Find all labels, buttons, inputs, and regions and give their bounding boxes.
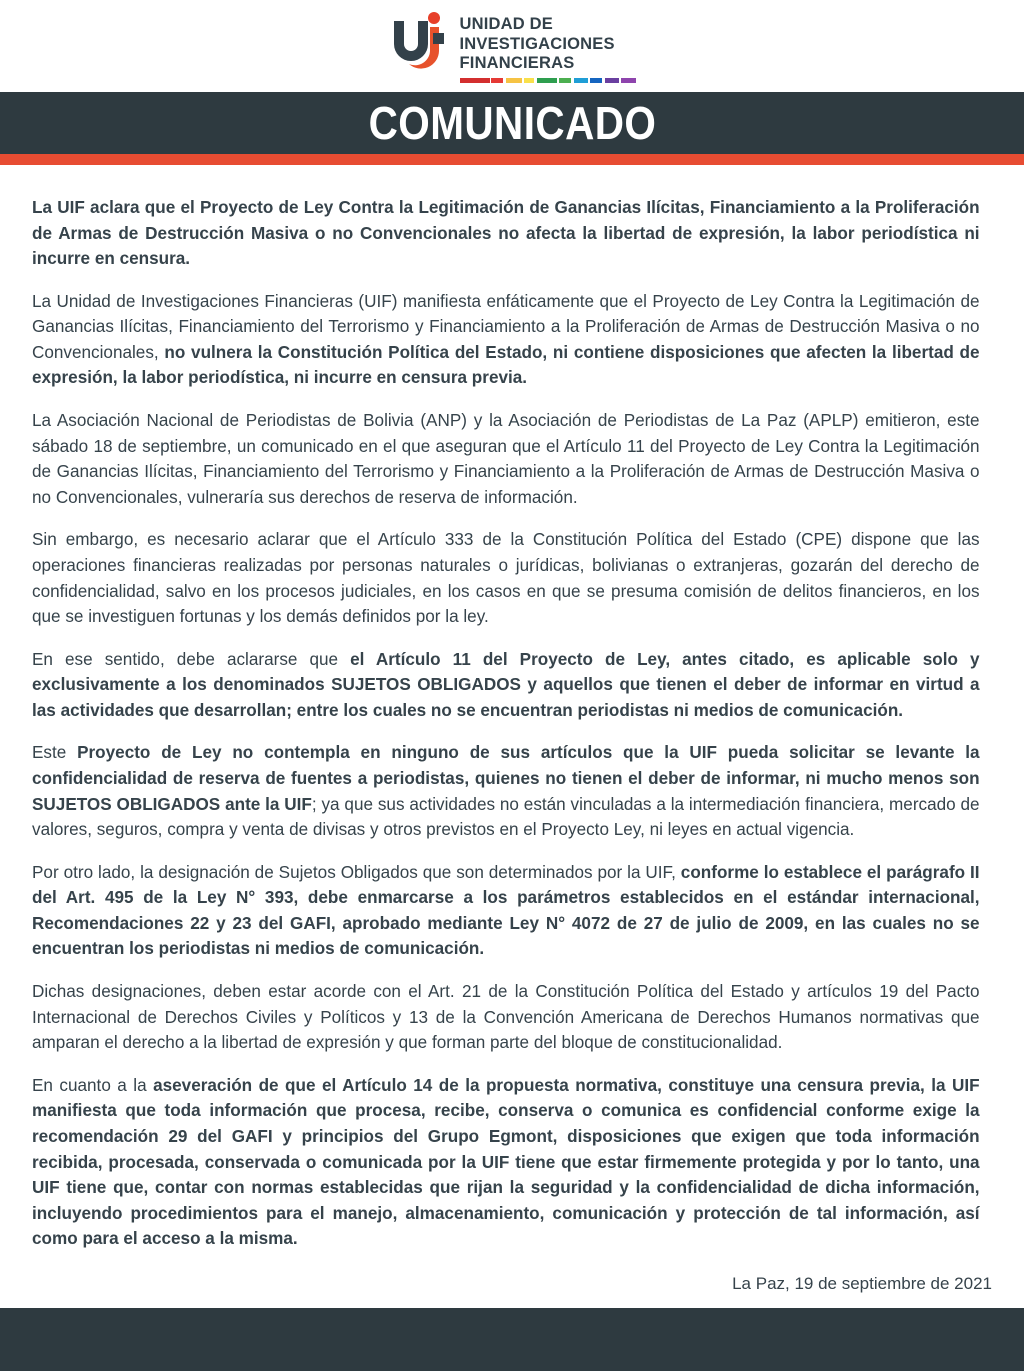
p1-intro <box>32 195 980 272</box>
text-run-regular: En ese sentido, debe aclararse que <box>32 648 351 669</box>
p8-designaciones <box>32 979 980 1056</box>
wiphala-stripe-icon <box>460 78 636 83</box>
p2-manifiesta <box>32 289 980 391</box>
page-title: COMUNICADO <box>368 97 656 149</box>
p3-anp-aplp <box>32 408 980 510</box>
text-run-bold: aseveración de que el Artículo 14 de la propuesta normativa, constituye una censura previa, la UIF manifiesta que toda información que procesa, recibe, conserva o comunica es confidencial conforme exige la recomendación 29 del GAFI y principios del Grupo Egmont, disposiciones que exigen que toda información recibida, procesada, conservada o comunicada por la UIF tiene que estar firmemente protegida y por lo tanto, una UIF tiene que, contar con normas establecidas que rijan la seguridad y la confidencialidad de dicha información, incluyendo procedimientos para el manejo, almacenamiento, comunicación y protección de tal información, así como para el acceso a la misma. <box>32 1074 980 1249</box>
text-run-regular: Dichas designaciones, deben estar acorde con el Art. 21 de la Constitución Política del Estado y artículos 19 del Pacto Internacional de Derechos Civiles y Políticos y 13 de la Convención Americana de Derechos Humanos normativas que amparan el derecho a la libertad de expresión y que forman parte del bloque de constitucionalidad. <box>32 981 980 1053</box>
text-run-bold: conforme lo establece el parágrafo II del Art. 495 de la Ley N° 393, debe enmarcarse a los parámetros establecidos en el estándar internacional, Recomendaciones 22 y 23 del GAFI, aprobado mediante Ley N° 4072 de 27 de julio de 2009, en las cuales no se encuentran los periodistas ni medios de comunicación. <box>32 861 980 959</box>
text-run-regular: En cuanto a la <box>32 1074 154 1095</box>
logo-line-1: UNIDAD DE <box>459 15 553 34</box>
text-run-bold: La UIF aclara que el Proyecto de Ley Contra la Legitimación de Ganancias Ilícitas, Financiamiento a la Proliferación de Armas de Destrucción Masiva o no Convencionales no afecta la libertad de expresión, la labor periodística ni incurre en censura. <box>32 197 980 269</box>
signature-line: La Paz, 19 de septiembre de 2021 <box>732 1273 992 1293</box>
logo-line-3: FINANCIERAS <box>459 54 575 73</box>
text-run-regular: Este <box>32 742 78 763</box>
document-footer <box>0 1308 1024 1371</box>
p7-sujetos-obligados <box>32 860 980 962</box>
banner-accent-rule <box>0 154 1024 165</box>
text-run-bold: no vulnera la Constitución Política del Estado, ni contiene disposiciones que afecten la libertad de expresión, la labor periodística, ni incurre en censura previa. <box>32 341 980 388</box>
text-run-regular: La Unidad de Investigaciones Financieras (UIF) manifiesta enfáticamente que el Proyecto de Ley Contra la Legitimación de Ganancias Ilícitas, Financiamiento del Terrorismo y Financiamiento a la Proliferación de Armas de Destrucción Masiva o no Convencionales, <box>32 290 980 362</box>
p6-confidencialidad-fuentes <box>32 740 980 842</box>
document-body <box>0 165 1024 1294</box>
uif-logo <box>389 9 636 82</box>
p9-articulo-14 <box>32 1073 980 1252</box>
comunicado-banner <box>0 92 1024 154</box>
uif-logo-text <box>460 9 636 82</box>
text-run-regular: ; ya que sus actividades no están vinculadas a la intermediación financiera, mercado de valores, seguros, compra y venta de divisas y otros previstos en el Proyecto Ley, ni leyes en actual vigencia. <box>32 793 980 840</box>
document-header <box>0 0 1024 92</box>
paragraph-list <box>32 195 994 1252</box>
p5-articulo-11 <box>32 647 980 724</box>
text-run-bold: Proyecto de Ley no contempla en ninguno de sus artículos que la UIF pueda solicitar se levante la confidencialidad de reserva de fuentes a periodistas, quienes no tienen el deber de informar, ni mucho menos son SUJETOS OBLIGADOS ante la UIF <box>32 742 980 814</box>
uif-logo-mark <box>389 11 451 73</box>
text-run-regular: Por otro lado, la designación de Sujetos Obligados que son determinados por la UIF, <box>32 861 681 882</box>
logo-line-2: INVESTIGACIONES <box>459 34 615 53</box>
text-run-regular: La Asociación Nacional de Periodistas de Bolivia (ANP) y la Asociación de Periodistas de La Paz (APLP) emitieron, este sábado 18 de septiembre, un comunicado en el que aseguran que el Artículo 11 del Proyecto de Ley Contra la Legitimación de Ganancias Ilícitas, Financiamiento del Terrorismo y Financiamiento a la Proliferación de Armas de Destrucción Masiva o no Convencionales, vulneraría sus derechos de reserva de información. <box>32 410 980 507</box>
text-run-regular: Sin embargo, es necesario aclarar que el Artículo 333 de la Constitución Política del Estado (CPE) dispone que las operaciones financieras realizadas por personas naturales o jurídicas, bolivianas o extranjeras, gozarán del derecho de confidencialidad, salvo en los procesos judiciales, en los casos en que se presuma comisión de delitos financieros, en los que se investiguen fortunas y los demás definidos por la ley. <box>32 529 980 627</box>
bottom-spacer <box>0 1294 1024 1308</box>
p4-articulo-333 <box>32 527 980 629</box>
text-run-bold: el Artículo 11 del Proyecto de Ley, antes citado, es aplicable solo y exclusivamente a los denominados SUJETOS OBLIGADOS y aquellos que tienen el deber de informar en virtud a las actividades que desarrollan; entre los cuales no se encuentran periodistas ni medios de comunicación. <box>32 648 980 720</box>
